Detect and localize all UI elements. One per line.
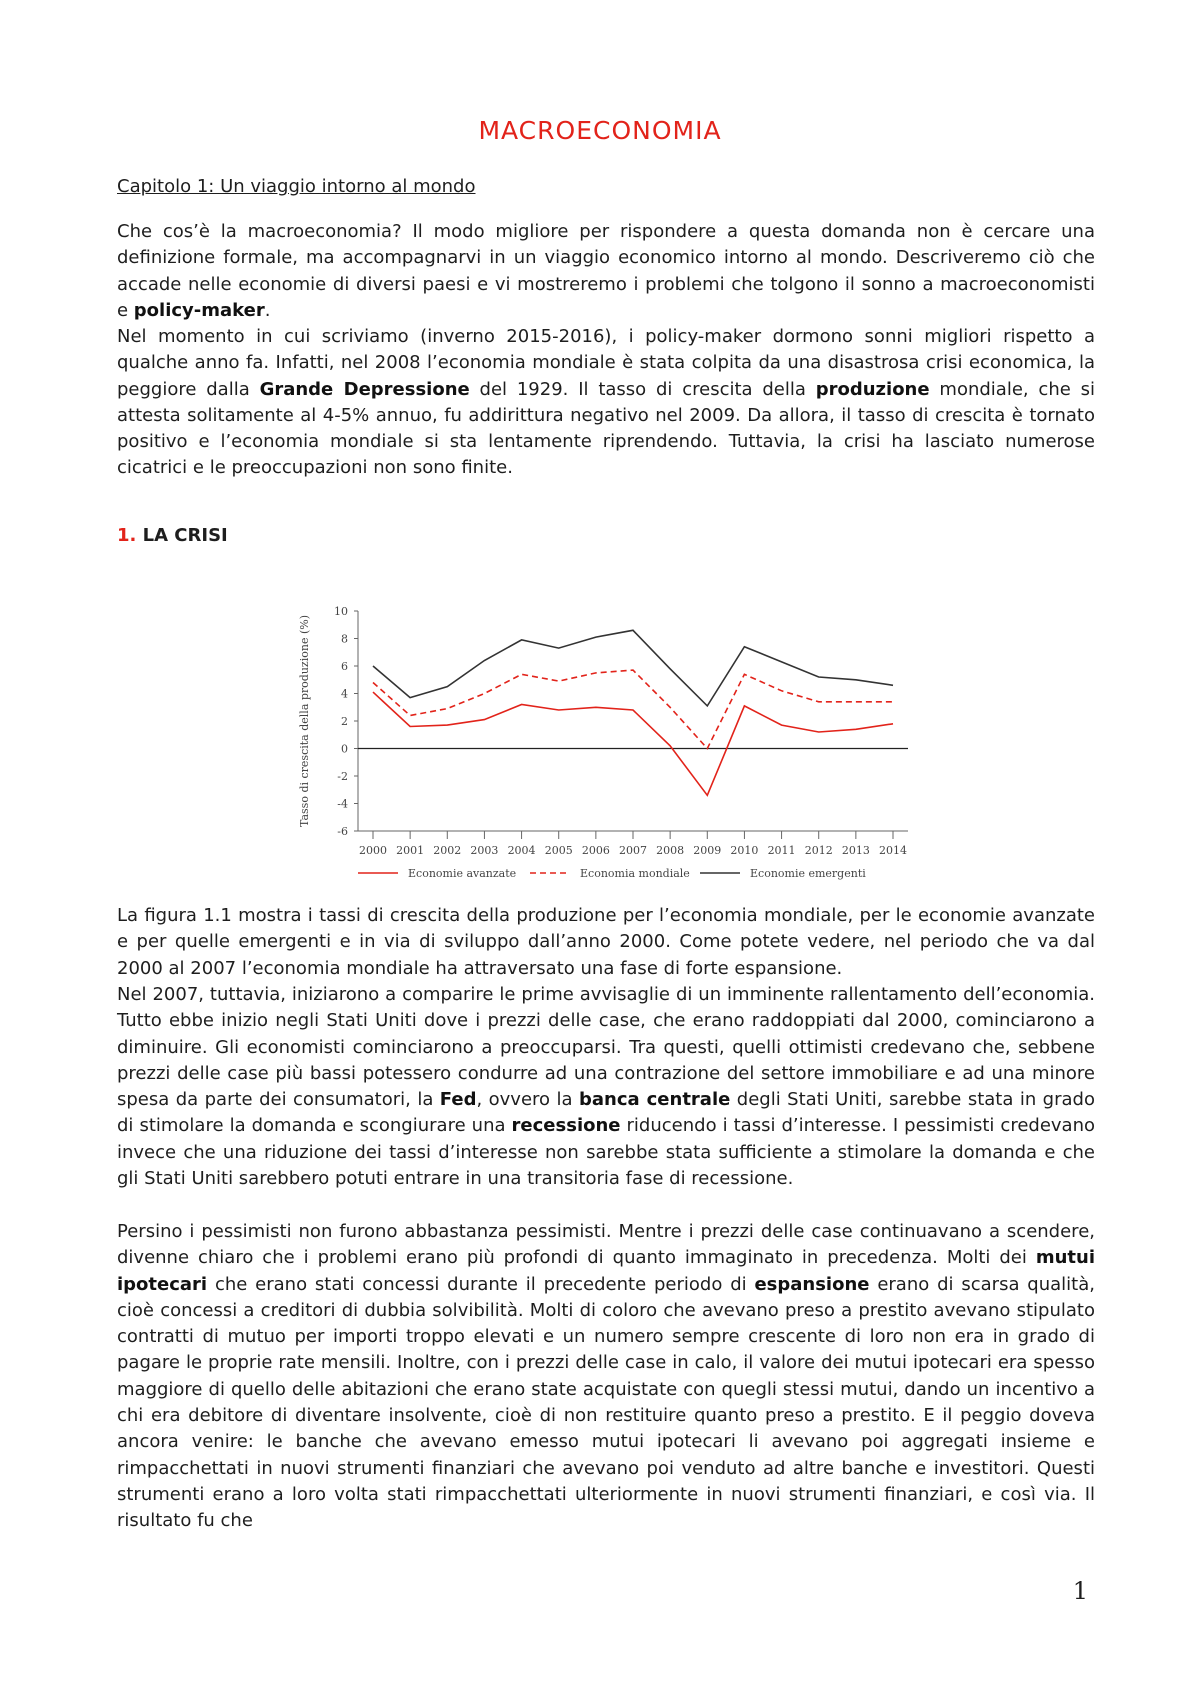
text-run: che erano stati concessi durante il precedente periodo di [207, 1273, 755, 1295]
x-tick-label: 2004 [507, 844, 536, 857]
y-tick-label: 2 [341, 715, 348, 728]
y-tick-label: -6 [337, 825, 348, 838]
bold-term: policy-maker [133, 299, 265, 321]
text-run: degli Stati Uniti, sarebbe stata in grado di stimolare la domanda e scongiurare una [117, 1089, 1095, 1137]
body-paragraph-1: La figura 1.1 mostra i tassi di crescita della produzione per l’economia mondiale, per le economie avanzate e per quelle emergenti e in via di sviluppo dall’anno 2000. Come potete vedere, nel periodo che va dal 2000 al 2007 l’economia mondiale ha attraversato una fase di forte espansione. [117, 905, 1095, 979]
x-tick-label: 2006 [581, 844, 610, 857]
y-tick-label: 10 [334, 605, 348, 618]
section-heading [117, 525, 228, 546]
text-run: erano di scarsa qualità, cioè concessi a creditori di dubbia solvibilità. Molti di coloro che avevano preso a prestito avevano stipulato contratti di mutuo per importi troppo elevati e un numero sempre crescente di loro non era in grado di pagare le proprie rate mensili. Inoltre, con i prezzi delle case in calo, il valore dei mutui ipotecari era spesso maggiore di quello delle abitazioni che erano state acquistate con quegli stessi mutui, dando un incentivo a chi era debitore di diventare insolvente, cioè di non restituire quanto preso a prestito. E il peggio doveva ancora venire: le banche che avevano emesso mutui ipotecari li avevano poi aggregati insieme e rimpacchettati in nuovi strumenti finanziari che avevano poi venduto ad altre banche e investitori. Questi strumenti erano a loro volta stati rimpacchettati ulteriormente in nuovi strumenti finanziari, e così via. Il risultato fu che [117, 1273, 1095, 1532]
x-tick-label: 2014 [879, 844, 907, 857]
text-run: Nel momento in cui scriviamo (inverno 2015-2016), i policy-maker dormono sonni migliori rispetto a qualche anno fa. Infatti, nel 2008 l’economia mondiale è stata colpita da una disastrosa crisi economica, la peggiore dalla [117, 326, 1095, 400]
y-tick-label: 6 [341, 660, 348, 673]
section-number: 1. [117, 525, 137, 546]
text-run: mondiale, che si attesta solitamente al 4-5% annuo, fu addirittura negativo nel 2009. Da allora, il tasso di crescita è tornato positivo e l’economia mondiale si sta lentamente riprendendo. Tuttavia, la crisi ha lasciato numerose cicatrici e le preoccupazioni non sono finite. [117, 378, 1095, 479]
bold-term: Fed [439, 1089, 477, 1111]
series-line-2 [373, 630, 893, 706]
chapter-heading: Capitolo 1: Un viaggio intorno al mondo [117, 176, 476, 197]
y-tick-label: -4 [337, 797, 348, 811]
x-tick-label: 2000 [359, 844, 387, 857]
body-paragraph-2 [117, 982, 1095, 1192]
text-run: , ovvero la [476, 1089, 579, 1111]
x-tick-label: 2012 [804, 844, 833, 857]
x-tick-label: 2009 [693, 844, 722, 857]
bold-term: mutui ipotecari [117, 1247, 1095, 1295]
y-axis-label: Tasso di crescita della produzione (%) [298, 615, 311, 827]
bold-term: recessione [511, 1115, 621, 1137]
x-tick-label: 2005 [544, 844, 573, 857]
growth-chart-svg [290, 595, 920, 885]
x-tick-label: 2008 [656, 844, 685, 857]
text-run: Nel 2007, tuttavia, iniziarono a comparire le prime avvisaglie di un imminente rallentamento dell’economia. Tutto ebbe inizio negli Stati Uniti dove i prezzi delle case, che erano raddoppiati dal 2000, cominciarono a diminuire. Gli economisti cominciarono a preoccuparsi. Tra questi, quelli ottimisti credevano che, sebbene prezzi delle case più bassi potessero condurre ad una contrazione del settore immobiliare e ad una minore spesa da parte dei consumatori, la [117, 984, 1095, 1111]
y-tick-label: 4 [341, 687, 348, 701]
bold-term: produzione [815, 378, 930, 400]
text-run: . [264, 299, 271, 321]
x-tick-label: 2007 [619, 844, 647, 857]
intro-paragraph-2 [117, 324, 1095, 482]
x-tick-label: 2002 [433, 844, 462, 857]
section-title: LA CRISI [136, 525, 228, 546]
legend-label: Economie emergenti [750, 867, 866, 880]
bold-term: espansione [754, 1273, 870, 1295]
x-tick-label: 2013 [841, 844, 870, 857]
text-run: riducendo i tassi d’interesse. I pessimisti credevano invece che una riduzione dei tassi d’interesse non sarebbe stata sufficiente a stimolare la domanda e che gli Stati Uniti sarebbero potuti entrare in una transitoria fase di recessione. [117, 1115, 1095, 1190]
body-paragraph-3 [117, 1219, 1095, 1535]
y-tick-label: 0 [341, 742, 348, 756]
y-tick-label: -2 [337, 770, 348, 783]
intro-paragraph-1 [117, 219, 1095, 324]
bold-term: Grande Depressione [259, 378, 470, 400]
text-run: Persino i pessimisti non furono abbastanza pessimisti. Mentre i prezzi delle case continuavano a scendere, divenne chiaro che i problemi erano più profondi di quanto immaginato in precedenza. Molti dei [117, 1221, 1095, 1269]
x-tick-label: 2010 [730, 844, 759, 857]
growth-chart [290, 595, 920, 885]
page-number: 1 [1072, 1577, 1088, 1605]
x-tick-label: 2011 [767, 844, 796, 857]
legend-label: Economia mondiale [580, 867, 690, 880]
legend-label: Economie avanzate [408, 867, 517, 880]
document-title: MACROECONOMIA [478, 116, 722, 145]
x-tick-label: 2003 [470, 844, 499, 857]
x-tick-label: 2001 [396, 844, 425, 857]
text-run: Che cos’è la macroeconomia? Il modo migliore per rispondere a questa domanda non è cercare una definizione formale, ma accompagnarvi in un viaggio economico intorno al mondo. Descriveremo ciò che accade nelle economie di diversi paesi e vi mostreremo i problemi che tolgono il sonno a macroeconomisti e [117, 221, 1095, 321]
text-run: del 1929. Il tasso di crescita della [469, 378, 816, 400]
bold-term: banca centrale [578, 1089, 731, 1111]
y-tick-label: 8 [341, 632, 348, 646]
